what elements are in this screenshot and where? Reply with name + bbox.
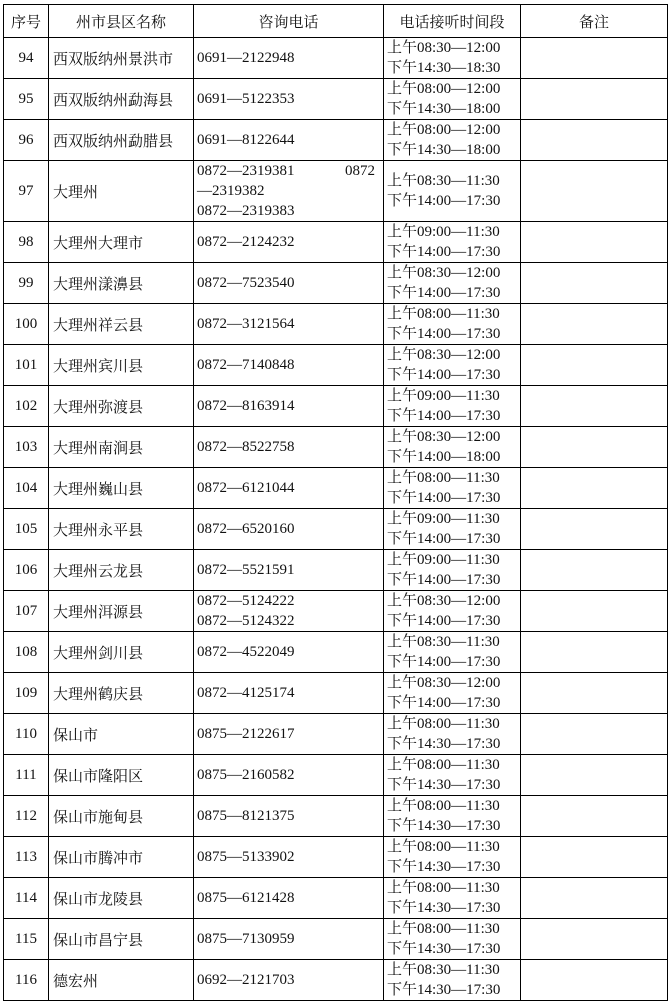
- hours-range: 上午08:30—11:30: [387, 962, 500, 978]
- hours-range: 上午08:00—11:30: [387, 921, 500, 937]
- row-name: 西双版纳州景洪市: [49, 38, 194, 79]
- header-phone: 咨询电话: [194, 5, 384, 38]
- hours-range: 上午08:00—11:30: [387, 798, 500, 814]
- row-name: 保山市隆阳区: [49, 755, 194, 796]
- row-seq: 111: [4, 755, 49, 796]
- row-hours: [384, 222, 521, 263]
- hours-range: 下午14:30—17:30: [387, 777, 501, 793]
- phone-number: 0875—2122617: [197, 726, 295, 742]
- row-phone: [194, 591, 384, 632]
- row-seq: 94: [4, 38, 49, 79]
- hours-range: 下午14:00—17:30: [387, 654, 501, 670]
- row-phone: [194, 919, 384, 960]
- row-hours: [384, 304, 521, 345]
- row-name: 大理州漾濞县: [49, 263, 194, 304]
- row-seq: 98: [4, 222, 49, 263]
- header-seq: 序号: [4, 5, 49, 38]
- row-seq: 96: [4, 120, 49, 161]
- hours-range: 上午09:00—11:30: [387, 388, 500, 404]
- row-name: 保山市腾冲市: [49, 837, 194, 878]
- table-body: [4, 38, 668, 1001]
- phone-number: 0872—6121044: [197, 480, 295, 496]
- hours-range: 上午08:30—12:00: [387, 429, 501, 445]
- row-phone: [194, 468, 384, 509]
- header-name: 州市县区名称: [49, 5, 194, 38]
- row-phone: [194, 427, 384, 468]
- phone-number: 0691—2122948: [197, 50, 295, 66]
- phone-number: 0875—7130959: [197, 931, 295, 947]
- hours-range: 上午08:30—12:00: [387, 265, 501, 281]
- row-hours: [384, 755, 521, 796]
- row-seq: 114: [4, 878, 49, 919]
- row-note: [521, 632, 668, 673]
- row-hours: [384, 919, 521, 960]
- hours-range: 上午08:00—11:30: [387, 716, 500, 732]
- table-row: [4, 345, 668, 386]
- row-note: [521, 427, 668, 468]
- row-hours: [384, 632, 521, 673]
- phone-number: —2319382: [197, 183, 265, 199]
- hours-range: 下午14:00—17:30: [387, 408, 501, 424]
- row-hours: [384, 120, 521, 161]
- row-phone: [194, 509, 384, 550]
- row-name: 大理州宾川县: [49, 345, 194, 386]
- row-name: 大理州剑川县: [49, 632, 194, 673]
- row-seq: 103: [4, 427, 49, 468]
- hours-range: 上午08:00—11:30: [387, 757, 500, 773]
- row-seq: 105: [4, 509, 49, 550]
- table-row: [4, 796, 668, 837]
- row-note: [521, 161, 668, 222]
- header-row: [4, 5, 668, 38]
- row-name: 大理州巍山县: [49, 468, 194, 509]
- hours-range: 下午14:00—17:30: [387, 531, 501, 547]
- hours-range: 上午08:00—11:30: [387, 306, 500, 322]
- hours-range: 上午08:30—12:00: [387, 593, 501, 609]
- row-hours: [384, 161, 521, 222]
- table-row: [4, 386, 668, 427]
- row-name: 西双版纳州勐腊县: [49, 120, 194, 161]
- row-phone: [194, 632, 384, 673]
- row-note: [521, 468, 668, 509]
- table-row: [4, 263, 668, 304]
- row-note: [521, 120, 668, 161]
- row-name: 大理州永平县: [49, 509, 194, 550]
- row-seq: 100: [4, 304, 49, 345]
- hours-range: 上午08:00—11:30: [387, 880, 500, 896]
- row-hours: [384, 509, 521, 550]
- hours-range: 上午08:00—11:30: [387, 839, 500, 855]
- table-row: [4, 755, 668, 796]
- hours-range: 下午14:30—18:30: [387, 60, 501, 76]
- row-phone: [194, 796, 384, 837]
- row-note: [521, 673, 668, 714]
- row-note: [521, 714, 668, 755]
- row-phone: [194, 386, 384, 427]
- row-note: [521, 38, 668, 79]
- row-seq: 106: [4, 550, 49, 591]
- row-seq: 95: [4, 79, 49, 120]
- phone-number: 0872—8163914: [197, 398, 295, 414]
- table-row: [4, 161, 668, 222]
- row-seq: 104: [4, 468, 49, 509]
- row-hours: [384, 345, 521, 386]
- row-phone: [194, 345, 384, 386]
- row-note: [521, 386, 668, 427]
- row-seq: 99: [4, 263, 49, 304]
- hours-range: 下午14:00—17:30: [387, 490, 501, 506]
- hours-range: 下午14:30—18:00: [387, 101, 501, 117]
- table-row: [4, 591, 668, 632]
- row-name: 大理州云龙县: [49, 550, 194, 591]
- phone-number: 0692—2121703: [197, 972, 295, 988]
- row-seq: 101: [4, 345, 49, 386]
- hours-range: 上午08:00—12:00: [387, 122, 501, 138]
- hours-range: 下午14:30—17:30: [387, 982, 501, 998]
- row-note: [521, 837, 668, 878]
- phone-number: 0875—5133902: [197, 849, 295, 865]
- row-hours: [384, 960, 521, 1001]
- table-row: [4, 878, 668, 919]
- hours-range: 上午08:30—12:00: [387, 675, 501, 691]
- table-row: [4, 919, 668, 960]
- row-name: 德宏州: [49, 960, 194, 1001]
- hours-range: 上午08:30—11:30: [387, 173, 500, 189]
- contact-table: [3, 4, 668, 1001]
- header-note: 备注: [521, 5, 668, 38]
- row-seq: 108: [4, 632, 49, 673]
- row-seq: 112: [4, 796, 49, 837]
- table-row: [4, 837, 668, 878]
- hours-range: 下午14:00—17:30: [387, 367, 501, 383]
- row-name: 大理州大理市: [49, 222, 194, 263]
- row-phone: [194, 550, 384, 591]
- row-note: [521, 796, 668, 837]
- phone-number: 0872—5124222: [197, 593, 295, 609]
- table-row: [4, 509, 668, 550]
- phone-number: 0875—2160582: [197, 767, 295, 783]
- hours-range: 上午08:30—12:00: [387, 347, 501, 363]
- hours-range: 下午14:30—17:30: [387, 736, 501, 752]
- hours-range: 下午14:00—17:30: [387, 695, 501, 711]
- table-row: [4, 38, 668, 79]
- header-hours: 电话接听时间段: [384, 5, 521, 38]
- row-note: [521, 755, 668, 796]
- row-note: [521, 345, 668, 386]
- phone-number: 0872—7140848: [197, 357, 295, 373]
- hours-range: 上午09:00—11:30: [387, 511, 500, 527]
- hours-range: 上午08:30—12:00: [387, 40, 501, 56]
- table-row: [4, 550, 668, 591]
- row-hours: [384, 796, 521, 837]
- table-row: [4, 304, 668, 345]
- row-name: 保山市龙陵县: [49, 878, 194, 919]
- row-hours: [384, 673, 521, 714]
- row-phone: [194, 878, 384, 919]
- hours-range: 下午14:00—17:30: [387, 244, 501, 260]
- row-seq: 109: [4, 673, 49, 714]
- phone-number: 0872—3121564: [197, 316, 295, 332]
- hours-range: 上午08:30—11:30: [387, 634, 500, 650]
- row-note: [521, 960, 668, 1001]
- hours-range: 上午09:00—11:30: [387, 552, 500, 568]
- row-phone: [194, 79, 384, 120]
- row-phone: [194, 837, 384, 878]
- row-name: 保山市施甸县: [49, 796, 194, 837]
- row-note: [521, 878, 668, 919]
- row-note: [521, 79, 668, 120]
- row-note: [521, 263, 668, 304]
- hours-range: 下午14:00—17:30: [387, 572, 501, 588]
- phone-number: 0872—2319381: [197, 163, 295, 179]
- row-hours: [384, 714, 521, 755]
- phone-number: 0872—2124232: [197, 234, 295, 250]
- table-row: [4, 960, 668, 1001]
- row-hours: [384, 837, 521, 878]
- phone-number: 0691—5122353: [197, 91, 295, 107]
- row-phone: [194, 161, 384, 222]
- row-phone: [194, 673, 384, 714]
- row-hours: [384, 427, 521, 468]
- row-hours: [384, 386, 521, 427]
- row-phone: [194, 263, 384, 304]
- table-row: [4, 468, 668, 509]
- row-seq: 107: [4, 591, 49, 632]
- table-row: [4, 222, 668, 263]
- row-name: 西双版纳州勐海县: [49, 79, 194, 120]
- row-phone: [194, 755, 384, 796]
- row-name: 保山市昌宁县: [49, 919, 194, 960]
- phone-number: 0872—4125174: [197, 685, 295, 701]
- row-note: [521, 304, 668, 345]
- hours-range: 下午14:00—17:30: [387, 613, 501, 629]
- table-row: [4, 427, 668, 468]
- row-seq: 97: [4, 161, 49, 222]
- table-row: [4, 79, 668, 120]
- phone-number: 0872—6520160: [197, 521, 295, 537]
- phone-number: 0872—8522758: [197, 439, 295, 455]
- row-seq: 113: [4, 837, 49, 878]
- hours-range: 上午08:00—11:30: [387, 470, 500, 486]
- phone-number: 0872—7523540: [197, 275, 295, 291]
- hours-range: 下午14:00—17:30: [387, 285, 501, 301]
- row-name: 大理州鹤庆县: [49, 673, 194, 714]
- row-phone: [194, 960, 384, 1001]
- hours-range: 下午14:30—17:30: [387, 941, 501, 957]
- row-phone: [194, 38, 384, 79]
- row-hours: [384, 263, 521, 304]
- row-hours: [384, 79, 521, 120]
- row-phone: [194, 714, 384, 755]
- phone-number: 0872: [345, 163, 375, 179]
- phone-number: 0872—2319383: [197, 203, 295, 219]
- phone-number: 0875—8121375: [197, 808, 295, 824]
- hours-range: 下午14:30—17:30: [387, 818, 501, 834]
- hours-range: 上午08:00—12:00: [387, 81, 501, 97]
- row-name: 大理州: [49, 161, 194, 222]
- row-hours: [384, 591, 521, 632]
- row-name: 大理州洱源县: [49, 591, 194, 632]
- hours-range: 下午14:30—17:30: [387, 859, 501, 875]
- row-note: [521, 509, 668, 550]
- row-name: 保山市: [49, 714, 194, 755]
- row-phone: [194, 222, 384, 263]
- row-note: [521, 591, 668, 632]
- row-note: [521, 222, 668, 263]
- row-note: [521, 550, 668, 591]
- row-name: 大理州南涧县: [49, 427, 194, 468]
- row-name: 大理州祥云县: [49, 304, 194, 345]
- table-row: [4, 632, 668, 673]
- row-seq: 116: [4, 960, 49, 1001]
- hours-range: 下午14:00—17:30: [387, 193, 501, 209]
- row-phone: [194, 120, 384, 161]
- row-phone: [194, 304, 384, 345]
- row-name: 大理州弥渡县: [49, 386, 194, 427]
- phone-number: 0872—5521591: [197, 562, 295, 578]
- row-hours: [384, 550, 521, 591]
- phone-number: 0875—6121428: [197, 890, 295, 906]
- row-hours: [384, 468, 521, 509]
- hours-range: 下午14:30—18:00: [387, 142, 501, 158]
- hours-range: 下午14:00—18:00: [387, 449, 501, 465]
- row-seq: 102: [4, 386, 49, 427]
- row-hours: [384, 38, 521, 79]
- row-note: [521, 919, 668, 960]
- row-hours: [384, 878, 521, 919]
- hours-range: 下午14:00—17:30: [387, 326, 501, 342]
- hours-range: 下午14:30—17:30: [387, 900, 501, 916]
- table-row: [4, 673, 668, 714]
- table-row: [4, 120, 668, 161]
- table-row: [4, 714, 668, 755]
- phone-number: 0872—4522049: [197, 644, 295, 660]
- phone-number: 0872—5124322: [197, 613, 295, 629]
- phone-number: 0691—8122644: [197, 132, 295, 148]
- row-seq: 110: [4, 714, 49, 755]
- row-seq: 115: [4, 919, 49, 960]
- hours-range: 上午09:00—11:30: [387, 224, 500, 240]
